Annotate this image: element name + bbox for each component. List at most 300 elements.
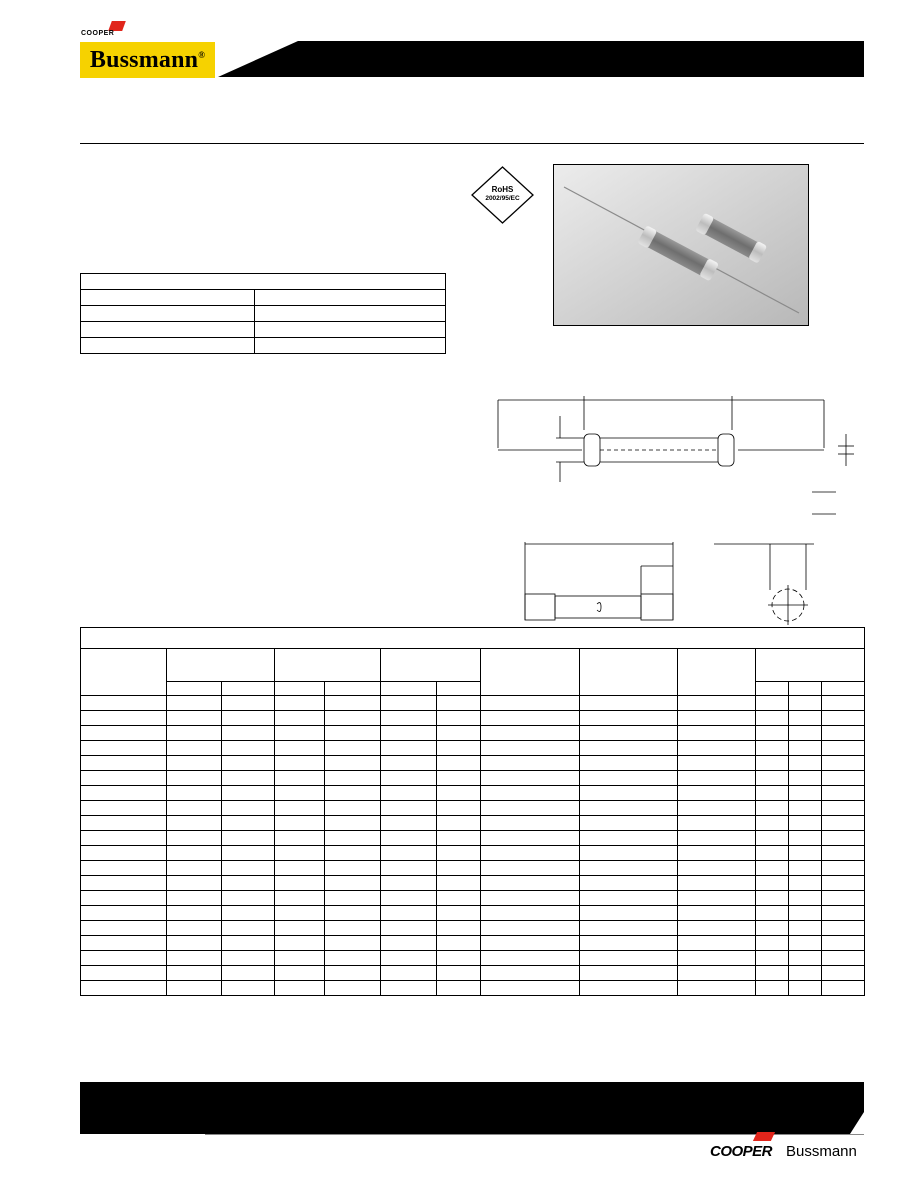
table-cell [167,831,222,846]
table-cell [437,876,481,891]
table-cell [381,876,437,891]
table-cell [167,936,222,951]
table-cell [167,801,222,816]
table-cell [381,921,437,936]
table-cell [325,696,381,711]
table-cell [678,846,756,861]
table-row [81,756,865,771]
table-cell [167,966,222,981]
table-cell [678,981,756,996]
table-cell [437,981,481,996]
table-cell [678,861,756,876]
table-cell [325,936,381,951]
table-cell [580,906,678,921]
table-cell [275,846,325,861]
table-cell [381,951,437,966]
table-cell [381,741,437,756]
table-cell [678,771,756,786]
table-cell [167,741,222,756]
table-cell [756,786,789,801]
table-cell [325,876,381,891]
table-cell [325,966,381,981]
table-cell [437,966,481,981]
table-cell [678,921,756,936]
subheader-cell [222,682,275,696]
table-cell [81,741,167,756]
rohs-badge [471,166,534,224]
header-cell [678,649,756,696]
table-cell [678,741,756,756]
table-cell [167,846,222,861]
spec-table-cell [255,338,446,354]
table-cell [437,816,481,831]
table-cell [222,696,275,711]
table-cell [437,831,481,846]
table-cell [580,741,678,756]
table-cell [678,906,756,921]
table-cell [678,816,756,831]
table-cell [789,801,822,816]
table-cell [756,906,789,921]
table-cell [789,906,822,921]
fuse-rating-table [80,627,865,996]
table-cell [222,921,275,936]
table-cell [580,816,678,831]
table-row [81,741,865,756]
table-cell [481,786,580,801]
table-cell [789,696,822,711]
table-cell [222,711,275,726]
table-cell [325,891,381,906]
table-cell [678,831,756,846]
table-cell [481,726,580,741]
table-cell [580,771,678,786]
table-row [81,831,865,846]
header-cell [275,649,381,682]
header-bar [218,41,864,77]
table-cell [275,861,325,876]
spec-table-row [81,290,446,306]
table-cell [756,831,789,846]
table-cell [822,831,865,846]
table-cell [325,726,381,741]
table-cell [275,771,325,786]
table-cell [822,861,865,876]
table-cell [822,906,865,921]
table-cell [580,711,678,726]
subheader-cell [437,682,481,696]
table-cell [789,816,822,831]
table-cell [481,876,580,891]
table-cell [222,786,275,801]
table-cell [580,876,678,891]
table-cell [81,711,167,726]
table-row [81,951,865,966]
table-row [81,801,865,816]
table-cell [325,951,381,966]
table-cell [222,756,275,771]
spec-table-row [81,306,446,322]
table-cell [381,696,437,711]
table-header-row [81,649,865,682]
table-cell [580,981,678,996]
table-cell [756,771,789,786]
spec-table-cell [81,290,255,306]
table-cell [756,696,789,711]
table-row [81,711,865,726]
table-cell [437,861,481,876]
table-cell [222,846,275,861]
table-cell [275,801,325,816]
table-cell [275,951,325,966]
table-cell [275,966,325,981]
table-cell [325,711,381,726]
table-cell [222,816,275,831]
table-cell [789,876,822,891]
table-cell [325,786,381,801]
table-cell [481,801,580,816]
table-row [81,966,865,981]
cooper-logo-text: COOPER [81,30,115,37]
table-cell [222,981,275,996]
table-cell [481,711,580,726]
table-row [81,981,865,996]
table-cell [167,981,222,996]
table-cell [275,936,325,951]
end-view-drawing [710,536,830,626]
table-cell [789,846,822,861]
table-row [81,921,865,936]
table-cell [437,696,481,711]
footer-cooper-mark [753,1132,775,1141]
table-cell [222,801,275,816]
table-cell [222,771,275,786]
table-cell [381,906,437,921]
table-cell [325,846,381,861]
table-cell [789,936,822,951]
table-cell [481,966,580,981]
table-cell [822,711,865,726]
table-cell [81,771,167,786]
table-cell [822,966,865,981]
table-cell [81,756,167,771]
table-cell [822,921,865,936]
table-cell [222,966,275,981]
table-cell [81,936,167,951]
table-cell [222,906,275,921]
table-cell [437,801,481,816]
table-cell [580,726,678,741]
table-cell [437,786,481,801]
table-cell [437,921,481,936]
table-cell [325,756,381,771]
table-cell [81,846,167,861]
table-cell [437,711,481,726]
table-cell [756,921,789,936]
table-cell [580,861,678,876]
table-cell [275,876,325,891]
table-cell [756,981,789,996]
table-cell [222,831,275,846]
table-cell [325,831,381,846]
table-cell [167,906,222,921]
table-cell [822,726,865,741]
table-cell [325,981,381,996]
subheader-cell [789,682,822,696]
table-cell [789,831,822,846]
table-cell [325,816,381,831]
table-cell [822,816,865,831]
table-cell [481,981,580,996]
table-row [81,876,865,891]
table-cell [81,696,167,711]
table-cell [381,846,437,861]
footer-cooper-logo: COOPER [710,1143,773,1160]
table-cell [822,891,865,906]
table-cell [481,771,580,786]
table-cell [822,786,865,801]
spec-table-title-row [81,274,446,290]
registered-mark: ® [198,50,206,60]
table-cell [678,756,756,771]
table-cell [167,816,222,831]
header-cell [481,649,580,696]
table-cell [678,801,756,816]
table-cell [275,696,325,711]
table-cell [275,891,325,906]
table-cell [381,786,437,801]
table-row [81,861,865,876]
table-cell [756,936,789,951]
table-cell [325,771,381,786]
table-cell [381,711,437,726]
table-cell [678,966,756,981]
table-cell [275,786,325,801]
table-cell [222,741,275,756]
header-cell [167,649,275,682]
table-cell [381,726,437,741]
spec-table-cell [255,306,446,322]
table-cell [381,756,437,771]
table-cell [789,981,822,996]
table-cell [222,936,275,951]
header-cell [580,649,678,696]
table-cell [678,891,756,906]
table-cell [822,846,865,861]
table-cell [167,861,222,876]
table-cell [580,756,678,771]
spec-table-cell [255,290,446,306]
spec-table-row [81,338,446,354]
table-cell [275,981,325,996]
table-cell [381,801,437,816]
spec-table [80,273,446,354]
table-cell [437,726,481,741]
table-cell [167,951,222,966]
table-cell [437,891,481,906]
table-cell [381,981,437,996]
table-cell [81,951,167,966]
table-cell [325,921,381,936]
header-cell [381,649,481,682]
table-row [81,696,865,711]
table-row [81,726,865,741]
table-cell [822,756,865,771]
table-cell [580,936,678,951]
table-cell [789,756,822,771]
spec-table-cell [81,322,255,338]
table-cell [381,816,437,831]
table-row [81,786,865,801]
table-cell [325,861,381,876]
table-cell [81,966,167,981]
leaded-fuse-drawing [494,386,854,526]
table-cell [275,816,325,831]
table-cell [437,906,481,921]
table-cell [81,876,167,891]
table-cell [678,726,756,741]
table-cell [580,801,678,816]
table-cell [756,741,789,756]
spec-table-cell [81,338,255,354]
table-cell [481,906,580,921]
table-cell [81,921,167,936]
bussmann-logo-text: Bussmann [89,46,199,73]
table-row [81,846,865,861]
subheader-cell [167,682,222,696]
table-cell [275,906,325,921]
table-cell [437,951,481,966]
table-cell [275,711,325,726]
table-cell [167,726,222,741]
table-cell [756,891,789,906]
table-cell [756,756,789,771]
table-cell [481,951,580,966]
table-cell [822,696,865,711]
table-cell [81,786,167,801]
table-cell [789,741,822,756]
table-cell [275,756,325,771]
table-cell [756,846,789,861]
table-cell [481,861,580,876]
table-cell [580,831,678,846]
table-cell [789,786,822,801]
product-photo [553,164,809,326]
subheader-cell [822,682,865,696]
table-cell [822,801,865,816]
table-cell [789,951,822,966]
table-cell [756,861,789,876]
table-cell [167,921,222,936]
spec-table-row [81,322,446,338]
table-cell [789,726,822,741]
table-cell [167,771,222,786]
table-cell [789,861,822,876]
table-cell [580,846,678,861]
table-cell [678,876,756,891]
table-title-row [81,628,865,649]
table-cell [325,906,381,921]
table-cell [167,756,222,771]
table-cell [275,741,325,756]
table-cell [81,801,167,816]
table-cell [580,696,678,711]
table-cell [789,966,822,981]
table-cell [167,876,222,891]
table-cell [381,771,437,786]
table-title-cell [81,628,865,649]
table-cell [222,876,275,891]
table-cell [822,771,865,786]
table-cell [481,816,580,831]
table-cell [325,801,381,816]
table-cell [167,891,222,906]
table-cell [481,756,580,771]
table-cell [822,951,865,966]
header-cell [81,649,167,696]
table-cell [381,831,437,846]
table-cell [81,891,167,906]
table-cell [756,801,789,816]
table-cell [789,891,822,906]
table-row [81,906,865,921]
table-cell [580,966,678,981]
table-cell [756,726,789,741]
table-row [81,891,865,906]
cartridge-fuse-drawing [515,536,695,626]
table-cell [437,771,481,786]
table-cell [81,981,167,996]
table-cell [822,741,865,756]
table-cell [756,711,789,726]
table-cell [481,921,580,936]
table-cell [481,891,580,906]
table-cell [789,771,822,786]
table-cell [437,756,481,771]
table-cell [167,696,222,711]
table-cell [437,846,481,861]
table-cell [81,831,167,846]
table-cell [222,891,275,906]
header-rule [80,143,864,144]
subheader-cell [381,682,437,696]
table-cell [822,936,865,951]
table-cell [481,936,580,951]
subheader-cell [756,682,789,696]
table-cell [822,981,865,996]
table-cell [275,726,325,741]
table-cell [678,711,756,726]
table-cell [678,786,756,801]
table-cell [580,786,678,801]
footer-bussmann-logo: Bussmann [786,1143,857,1160]
rohs-line1: RoHS [491,185,514,194]
table-cell [222,861,275,876]
table-cell [325,741,381,756]
table-cell [678,696,756,711]
table-cell [822,876,865,891]
table-cell [81,906,167,921]
table-cell [580,951,678,966]
table-cell [580,891,678,906]
table-cell [481,846,580,861]
table-cell [789,711,822,726]
table-cell [789,921,822,936]
table-cell [481,741,580,756]
table-cell [481,831,580,846]
table-cell [381,861,437,876]
table-cell [481,696,580,711]
